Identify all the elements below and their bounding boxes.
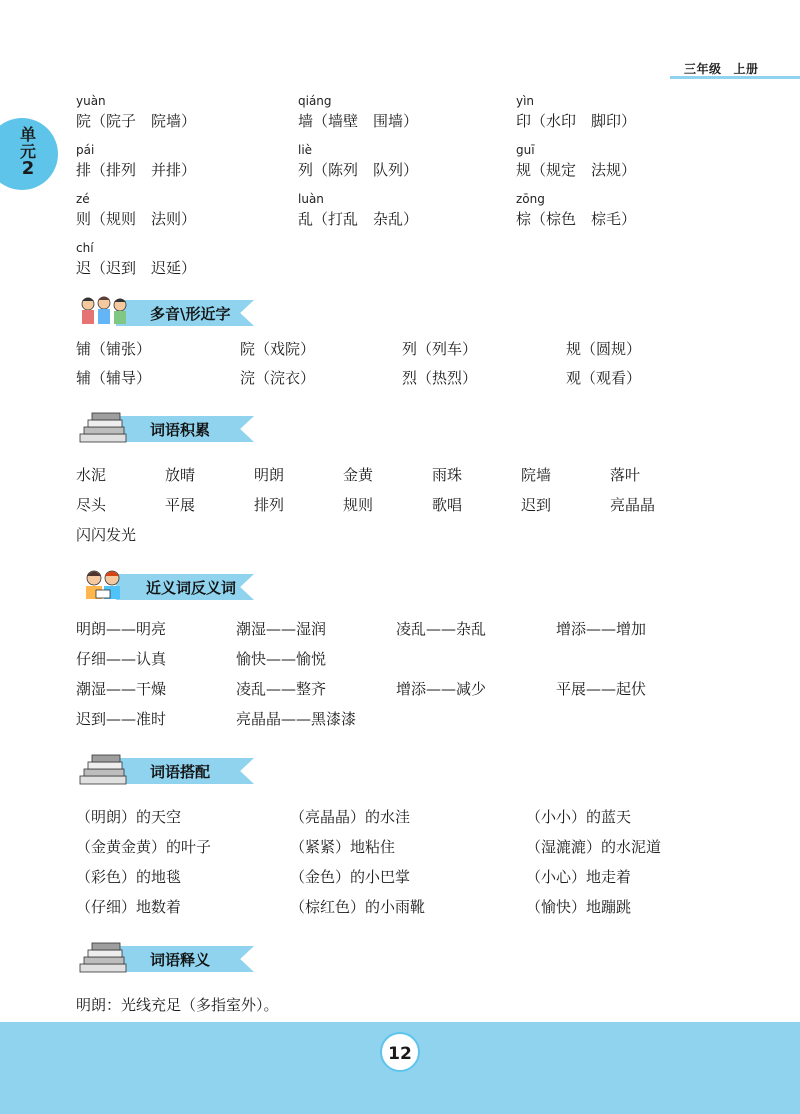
pinyin-entry (516, 190, 636, 230)
jinyi-item: 潮湿——干燥 (76, 680, 167, 698)
pinyin: guī (516, 143, 535, 157)
jinyi-item: 愉快——愉悦 (236, 650, 327, 668)
jinyi-item: 潮湿——湿润 (236, 620, 327, 638)
section-banner-duoyin (76, 294, 256, 328)
section-banner-shiyi (76, 940, 256, 974)
pinyin-entry (516, 92, 636, 132)
pinyin: liè (298, 143, 313, 157)
jinyi-item: 增添——减少 (396, 680, 487, 698)
pinyin-entry (516, 141, 636, 181)
dapei-item: （小小）的蓝天 (526, 808, 632, 826)
hanzi-word: 院（院子 院墙） (76, 112, 197, 130)
pinyin-entry (298, 190, 418, 230)
jilei-item: 排列 (254, 496, 285, 514)
pinyin: luàn (298, 192, 324, 206)
kids-group-icon (76, 294, 136, 328)
jinyi-item: 仔细——认真 (76, 650, 167, 668)
pinyin: zé (76, 192, 90, 206)
unit-number: 2 (21, 158, 35, 179)
duoyin-item: 烈（热烈） (402, 369, 478, 387)
jilei-item: 水泥 (76, 466, 107, 484)
jinyi-item: 凌乱——杂乱 (396, 620, 487, 638)
dapei-item: （湿漉漉）的水泥道 (526, 838, 662, 856)
jilei-item: 金黄 (343, 466, 374, 484)
jilei-item: 院墙 (521, 466, 552, 484)
section-banner-dapei (76, 752, 256, 786)
pinyin-entry (76, 239, 196, 279)
dapei-item: （棕红色）的小雨靴 (290, 898, 426, 916)
pinyin: zōng (516, 192, 545, 206)
section-banner-jilei (76, 410, 256, 444)
duoyin-item: 浣（浣衣） (240, 369, 316, 387)
pinyin-entry (76, 92, 196, 132)
pinyin-entry (76, 190, 196, 230)
jinyi-item: 明朗——明亮 (76, 620, 167, 638)
section-title: 多音\形近字 (150, 305, 231, 323)
dapei-item: （金黄金黄）的叶子 (76, 838, 212, 856)
jinyi-item: 增添——增加 (556, 620, 647, 638)
section-title: 词语释义 (150, 951, 211, 969)
pinyin: qiáng (298, 94, 332, 108)
hanzi-word: 墙（墙壁 围墙） (298, 112, 419, 130)
jilei-item: 放晴 (165, 466, 196, 484)
hanzi-word: 迟（迟到 迟延） (76, 259, 197, 277)
duoyin-item: 辅（辅导） (76, 369, 152, 387)
dapei-item: （紧紧）地粘住 (290, 838, 396, 856)
shiyi-item: 明朗：光线充足（多指室外）。 (76, 996, 279, 1014)
jilei-item: 平展 (165, 496, 196, 514)
pinyin-entry (76, 141, 196, 181)
book-stack-icon (76, 752, 136, 786)
duoyin-item: 规（圆规） (566, 340, 642, 358)
jinyi-item: 凌乱——整齐 (236, 680, 327, 698)
dapei-item: （金色）的小巴掌 (290, 868, 411, 886)
jilei-item: 尽头 (76, 496, 107, 514)
hanzi-word: 则（规则 法则） (76, 210, 197, 228)
grade-label (684, 60, 771, 77)
jilei-item: 迟到 (521, 496, 552, 514)
header-rule (670, 76, 800, 79)
jinyi-item: 迟到——准时 (76, 710, 167, 728)
section-title: 近义词反义词 (146, 579, 237, 597)
hanzi-word: 规（规定 法规） (516, 161, 637, 179)
volume-text: 上册 (733, 62, 759, 76)
duoyin-item: 列（列车） (402, 340, 478, 358)
jinyi-item: 平展——起伏 (556, 680, 647, 698)
jilei-item: 雨珠 (432, 466, 463, 484)
jilei-item: 闪闪发光 (76, 526, 137, 544)
unit-char-1: 单 (19, 125, 36, 144)
duoyin-item: 院（戏院） (240, 340, 316, 358)
section-banner-jinyi (76, 568, 256, 602)
hanzi-word: 乱（打乱 杂乱） (298, 210, 419, 228)
section-title: 词语积累 (150, 421, 211, 439)
pinyin-entry (298, 141, 418, 181)
pinyin-entry (298, 92, 418, 132)
jilei-item: 规则 (343, 496, 374, 514)
dapei-item: （明朗）的天空 (76, 808, 182, 826)
duoyin-item: 铺（铺张） (76, 340, 152, 358)
book-stack-icon (76, 940, 136, 974)
dapei-item: （仔细）地数着 (76, 898, 182, 916)
page-number: 12 (380, 1032, 420, 1072)
dapei-item: （愉快）地蹦跳 (526, 898, 632, 916)
pinyin: pái (76, 143, 95, 157)
dapei-item: （小心）地走着 (526, 868, 632, 886)
pinyin: yìn (516, 94, 535, 108)
section-title: 词语搭配 (150, 763, 211, 781)
jilei-item: 歌唱 (432, 496, 463, 514)
hanzi-word: 棕（棕色 棕毛） (516, 210, 637, 228)
hanzi-word: 印（水印 脚印） (516, 112, 637, 130)
grade-text: 三年级 (684, 62, 722, 76)
pinyin: chí (76, 241, 94, 255)
pinyin: yuàn (76, 94, 106, 108)
hanzi-word: 排（排列 并排） (76, 161, 197, 179)
hanzi-word: 列（陈列 队列） (298, 161, 419, 179)
jilei-item: 亮晶晶 (610, 496, 656, 514)
book-stack-icon (76, 410, 136, 444)
dapei-item: （彩色）的地毯 (76, 868, 182, 886)
kids-reading-icon (76, 568, 136, 602)
dapei-item: （亮晶晶）的水洼 (290, 808, 411, 826)
jilei-item: 落叶 (610, 466, 641, 484)
jinyi-item: 亮晶晶——黑漆漆 (236, 710, 357, 728)
unit-char-2: 元 (19, 142, 36, 161)
jilei-item: 明朗 (254, 466, 285, 484)
unit-badge (0, 118, 58, 190)
duoyin-item: 观（观看） (566, 369, 642, 387)
